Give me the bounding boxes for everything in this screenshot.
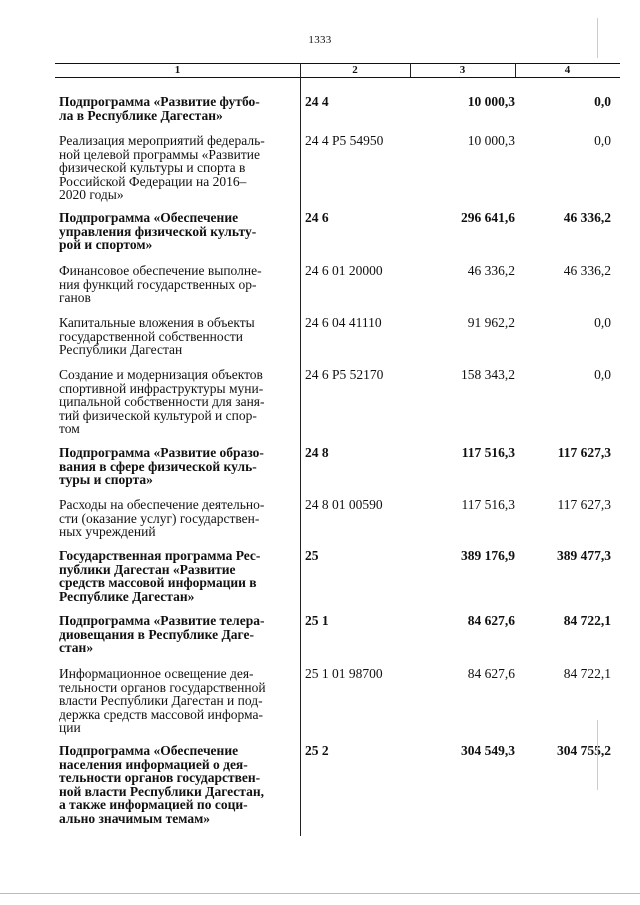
row-name: Финансовое обеспечение выполне- ния функций государственных ор- ганов bbox=[59, 263, 262, 305]
row-value-2020: 84 627,6 bbox=[467, 613, 515, 628]
row-name: Создание и модернизация объектов спортивной инфраструктуры муни- ципальной собственности для заня- тий физической культурой и спор- том bbox=[59, 367, 265, 436]
column-separator bbox=[515, 63, 516, 77]
row-value-2020: 304 549,3 bbox=[461, 743, 515, 758]
row-code: 24 6 P5 52170 bbox=[305, 367, 384, 382]
scan-artifact bbox=[597, 720, 598, 790]
row-code: 24 6 04 41110 bbox=[305, 315, 382, 330]
row-value-2021: 117 627,3 bbox=[557, 497, 611, 512]
row-code: 25 2 bbox=[305, 743, 329, 758]
row-code: 25 1 bbox=[305, 613, 329, 628]
row-value-2020: 117 516,3 bbox=[461, 497, 515, 512]
row-value-2021: 46 336,2 bbox=[563, 210, 611, 225]
row-name: Информационное освещение дея- тельности органов государственной власти Республики Дагестан и под- держка средств массовой информа- ции bbox=[59, 666, 266, 735]
table-header-rule bbox=[55, 77, 620, 78]
row-code: 25 1 01 98700 bbox=[305, 666, 383, 681]
row-code: 24 8 01 00590 bbox=[305, 497, 383, 512]
header-col-2: 2 bbox=[352, 64, 358, 76]
row-code: 24 4 bbox=[305, 94, 329, 109]
row-code: 24 6 bbox=[305, 210, 329, 225]
row-value-2020: 10 000,3 bbox=[467, 94, 515, 109]
row-value-2021: 0,0 bbox=[594, 367, 611, 382]
row-name: Подпрограмма «Обеспечение управления физической культу- рой и спортом» bbox=[59, 210, 257, 252]
table-header-row bbox=[55, 64, 620, 76]
row-name: Подпрограмма «Обеспечение населения информацией о дея- тельности органов государствен- ной власти Республики Дагестан, а также информацией по соци- ально значимым темам» bbox=[59, 743, 264, 826]
row-code: 25 bbox=[305, 548, 319, 563]
row-value-2021: 0,0 bbox=[594, 133, 611, 148]
scan-artifact bbox=[597, 18, 598, 58]
column-separator bbox=[300, 63, 301, 836]
row-value-2021: 46 336,2 bbox=[563, 263, 611, 278]
row-value-2020: 84 627,6 bbox=[467, 666, 515, 681]
row-value-2020: 158 343,2 bbox=[461, 367, 515, 382]
row-name: Подпрограмма «Развитие телера- диовещания в Республике Даге- стан» bbox=[59, 613, 265, 655]
row-value-2021: 0,0 bbox=[594, 94, 611, 109]
page-number: 1333 bbox=[308, 34, 332, 46]
row-code: 24 6 01 20000 bbox=[305, 263, 383, 278]
row-value-2021: 389 477,3 bbox=[557, 548, 611, 563]
row-value-2021: 117 627,3 bbox=[557, 445, 611, 460]
row-value-2020: 10 000,3 bbox=[467, 133, 515, 148]
row-name: Капитальные вложения в объекты государственной собственности Республики Дагестан bbox=[59, 315, 255, 357]
row-value-2020: 389 176,9 bbox=[461, 548, 515, 563]
column-separator bbox=[410, 63, 411, 77]
row-value-2021: 84 722,1 bbox=[563, 613, 611, 628]
page-bottom-rule bbox=[0, 893, 640, 894]
row-name: Государственная программа Рес- публики Дагестан «Развитие средств массовой информации в Республике Дагестан» bbox=[59, 548, 261, 604]
header-col-4: 4 bbox=[564, 64, 571, 76]
row-name: Подпрограмма «Развитие образо- вания в сфере физической куль- туры и спорта» bbox=[59, 445, 264, 487]
header-col-3: 3 bbox=[459, 64, 466, 76]
row-value-2020: 296 641,6 bbox=[461, 210, 515, 225]
row-code: 24 8 bbox=[305, 445, 329, 460]
header-col-1: 1 bbox=[174, 64, 181, 76]
row-code: 24 4 P5 54950 bbox=[305, 133, 384, 148]
row-value-2020: 46 336,2 bbox=[467, 263, 515, 278]
row-name: Подпрограмма «Развитие футбо- ла в Республике Дагестан» bbox=[59, 94, 260, 123]
row-value-2020: 91 962,2 bbox=[467, 315, 515, 330]
row-name: Расходы на обеспечение деятельно- сти (оказание услуг) государствен- ных учреждений bbox=[59, 497, 265, 539]
row-value-2021: 0,0 bbox=[594, 315, 611, 330]
row-value-2020: 117 516,3 bbox=[461, 445, 515, 460]
row-name: Реализация мероприятий федераль- ной целевой программы «Развитие физической культуры и спорта в Российской Федерации на 2016– 2020 годы» bbox=[59, 133, 265, 202]
row-value-2021: 304 755,2 bbox=[557, 743, 611, 758]
row-value-2021: 84 722,1 bbox=[563, 666, 611, 681]
